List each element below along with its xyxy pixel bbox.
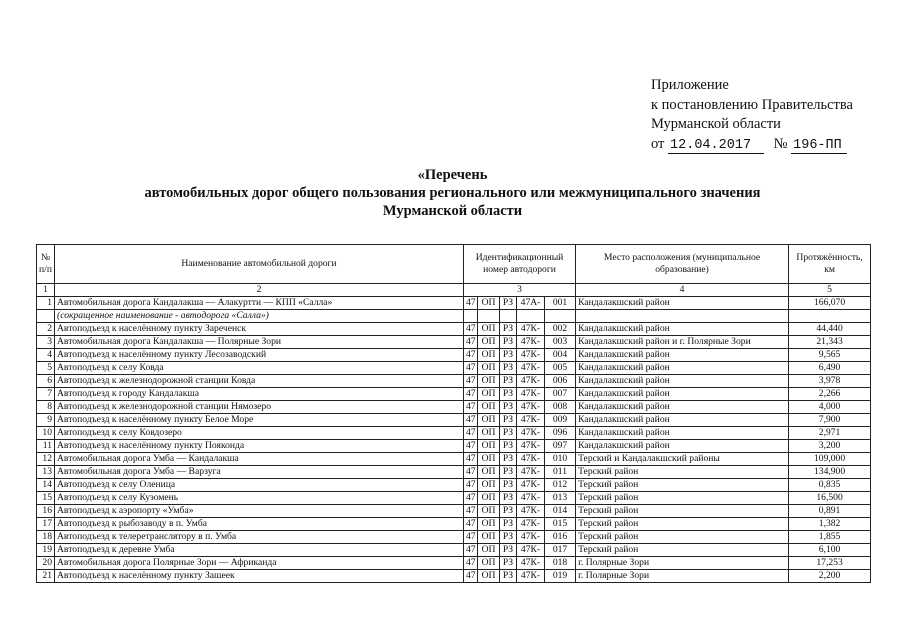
row-number: 13 <box>37 466 55 479</box>
road-name: Автоподъезд к железнодорожной станции Ковда <box>55 375 464 388</box>
row-number: 21 <box>37 570 55 583</box>
table-row <box>37 336 871 349</box>
road-id-part: ОП <box>478 466 500 479</box>
road-id-part: ОП <box>478 505 500 518</box>
road-name: (сокращенное наименование - автодорога «Салла») <box>55 310 464 323</box>
title-line-2: автомобильных дорог общего пользования регионального или межмуниципального значения <box>144 185 761 201</box>
road-id-part: 47К- <box>517 453 545 466</box>
row-number: 5 <box>37 362 55 375</box>
road-id-part: ОП <box>478 362 500 375</box>
road-id-part: РЗ <box>500 479 517 492</box>
road-id-part: 009 <box>545 414 576 427</box>
row-number: 14 <box>37 479 55 492</box>
table-row <box>37 479 871 492</box>
table-row <box>37 557 871 570</box>
road-id-part: 004 <box>545 349 576 362</box>
road-id-part: 47К- <box>517 336 545 349</box>
col-number: 1 <box>37 284 55 297</box>
road-id-part: 47К- <box>517 570 545 583</box>
road-id-part: 018 <box>545 557 576 570</box>
road-location: Кандалакшский район <box>576 297 789 310</box>
road-id-part: 47 <box>464 427 478 440</box>
road-length: 2,200 <box>789 570 871 583</box>
road-length: 21,343 <box>789 336 871 349</box>
road-location: Терский район <box>576 492 789 505</box>
road-id-part: РЗ <box>500 518 517 531</box>
row-number: 7 <box>37 388 55 401</box>
road-id-part: 011 <box>545 466 576 479</box>
road-id-part: РЗ <box>500 492 517 505</box>
table-header-row <box>37 245 871 284</box>
row-number: 6 <box>37 375 55 388</box>
road-name: Автоподъезд к селу Оленица <box>55 479 464 492</box>
row-number: 15 <box>37 492 55 505</box>
road-id-part <box>478 310 500 323</box>
road-id-part: ОП <box>478 297 500 310</box>
row-number: 19 <box>37 544 55 557</box>
road-id-part: РЗ <box>500 440 517 453</box>
road-location: Терский район <box>576 505 789 518</box>
road-location: г. Полярные Зори <box>576 570 789 583</box>
road-name: Автоподъезд к селу Ковда <box>55 362 464 375</box>
road-length: 9,565 <box>789 349 871 362</box>
road-location: Кандалакшский район <box>576 349 789 362</box>
road-id-part: ОП <box>478 336 500 349</box>
road-length <box>789 310 871 323</box>
road-id-part: 47 <box>464 414 478 427</box>
row-number: 10 <box>37 427 55 440</box>
road-id-part: 006 <box>545 375 576 388</box>
road-id-part: РЗ <box>500 570 517 583</box>
road-id-part: 097 <box>545 440 576 453</box>
table-row <box>37 492 871 505</box>
column-number-row <box>37 284 871 297</box>
header-name: Наименование автомобильной дороги <box>55 245 464 284</box>
road-id-part: 47 <box>464 297 478 310</box>
road-length: 4,000 <box>789 401 871 414</box>
appendix-line-1: Приложение <box>651 77 729 93</box>
road-id-part: 47 <box>464 453 478 466</box>
road-id-part: 47К- <box>517 401 545 414</box>
road-length: 3,200 <box>789 440 871 453</box>
road-name: Автомобильная дорога Полярные Зори — Африканда <box>55 557 464 570</box>
col-number: 3 <box>464 284 576 297</box>
road-name: Автоподъезд к деревне Умба <box>55 544 464 557</box>
road-id-part: 001 <box>545 297 576 310</box>
table-row <box>37 388 871 401</box>
road-id-part: РЗ <box>500 557 517 570</box>
road-id-part: 47 <box>464 401 478 414</box>
road-id-part: РЗ <box>500 453 517 466</box>
road-name: Автоподъезд к населённому пункту Зареченск <box>55 323 464 336</box>
road-location: Терский район <box>576 466 789 479</box>
appendix-block <box>651 76 853 154</box>
road-name: Автоподъезд к городу Кандалакша <box>55 388 464 401</box>
road-id-part: 47 <box>464 570 478 583</box>
row-number: 11 <box>37 440 55 453</box>
road-location: Кандалакшский район <box>576 362 789 375</box>
road-id-part: РЗ <box>500 323 517 336</box>
road-length: 166,070 <box>789 297 871 310</box>
table-row <box>37 531 871 544</box>
road-length: 6,100 <box>789 544 871 557</box>
road-id-part: ОП <box>478 349 500 362</box>
road-length: 44,440 <box>789 323 871 336</box>
header-id: Идентификационный номер автодороги <box>464 245 576 284</box>
road-id-part: РЗ <box>500 531 517 544</box>
road-name: Автоподъезд к телеретранслятору в п. Умба <box>55 531 464 544</box>
row-number: 8 <box>37 401 55 414</box>
table-row <box>37 466 871 479</box>
table-row <box>37 544 871 557</box>
road-id-part: ОП <box>478 388 500 401</box>
road-id-part: 47 <box>464 544 478 557</box>
road-id-part: 019 <box>545 570 576 583</box>
road-location: Терский район <box>576 531 789 544</box>
road-id-part: 47К- <box>517 492 545 505</box>
road-length: 1,855 <box>789 531 871 544</box>
road-id-part: 47К- <box>517 531 545 544</box>
road-location: Кандалакшский район <box>576 427 789 440</box>
road-length: 0,891 <box>789 505 871 518</box>
row-number: 18 <box>37 531 55 544</box>
road-length: 0,835 <box>789 479 871 492</box>
road-id-part: РЗ <box>500 297 517 310</box>
road-name: Автоподъезд к населённому пункту Белое Море <box>55 414 464 427</box>
road-id-part: РЗ <box>500 336 517 349</box>
table-body <box>37 297 871 583</box>
road-id-part: 47К- <box>517 518 545 531</box>
table-row <box>37 518 871 531</box>
road-location: Кандалакшский район <box>576 401 789 414</box>
decree-number: 196-ПП <box>791 138 847 154</box>
road-id-part: РЗ <box>500 466 517 479</box>
road-id-part: 47К- <box>517 388 545 401</box>
road-id-part: 47 <box>464 440 478 453</box>
road-id-part: 47 <box>464 323 478 336</box>
road-id-part <box>517 310 545 323</box>
road-name: Автомобильная дорога Кандалакша — Алакуртти — КПП «Салла» <box>55 297 464 310</box>
row-number: 1 <box>37 297 55 310</box>
header-location: Место расположения (муниципальное образование) <box>576 245 789 284</box>
road-name: Автоподъезд к населённому пункту Пояконда <box>55 440 464 453</box>
road-location: Кандалакшский район <box>576 388 789 401</box>
row-number: 20 <box>37 557 55 570</box>
road-id-part: 007 <box>545 388 576 401</box>
road-length: 17,253 <box>789 557 871 570</box>
table-row <box>37 505 871 518</box>
road-location: Кандалакшский район <box>576 323 789 336</box>
road-id-part: 016 <box>545 531 576 544</box>
road-id-part: РЗ <box>500 544 517 557</box>
road-id-part: ОП <box>478 544 500 557</box>
road-location: Кандалакшский район <box>576 440 789 453</box>
row-number: 9 <box>37 414 55 427</box>
row-number <box>37 310 55 323</box>
table-row <box>37 375 871 388</box>
road-id-part: 47К- <box>517 362 545 375</box>
road-id-part: ОП <box>478 401 500 414</box>
table-row <box>37 349 871 362</box>
road-name: Автоподъезд к населённому пункту Зашеек <box>55 570 464 583</box>
road-id-part: 47К- <box>517 505 545 518</box>
road-id-part: 47 <box>464 531 478 544</box>
road-id-part: 47К- <box>517 427 545 440</box>
road-id-part: РЗ <box>500 388 517 401</box>
road-id-part: 002 <box>545 323 576 336</box>
road-location: Терский район <box>576 479 789 492</box>
road-name: Автоподъезд к железнодорожной станции Нямозеро <box>55 401 464 414</box>
road-name: Автомобильная дорога Умба — Кандалакша <box>55 453 464 466</box>
road-id-part: РЗ <box>500 505 517 518</box>
road-name: Автоподъезд к селу Кузомень <box>55 492 464 505</box>
road-id-part: ОП <box>478 323 500 336</box>
road-id-part: РЗ <box>500 375 517 388</box>
road-location: Кандалакшский район <box>576 375 789 388</box>
road-id-part: 47К- <box>517 414 545 427</box>
road-id-part <box>545 310 576 323</box>
road-id-part: ОП <box>478 414 500 427</box>
road-id-part: ОП <box>478 518 500 531</box>
road-id-part: 47 <box>464 388 478 401</box>
road-length: 109,000 <box>789 453 871 466</box>
road-location <box>576 310 789 323</box>
road-id-part: РЗ <box>500 427 517 440</box>
road-id-part: 47К- <box>517 544 545 557</box>
header-length: Протяжённость, км <box>789 245 871 284</box>
road-name: Автомобильная дорога Умба — Варзуга <box>55 466 464 479</box>
road-location: Терский и Кандалакшский районы <box>576 453 789 466</box>
road-id-part: ОП <box>478 375 500 388</box>
road-id-part: РЗ <box>500 414 517 427</box>
road-location: Терский район <box>576 518 789 531</box>
road-id-part: РЗ <box>500 401 517 414</box>
table-row <box>37 297 871 310</box>
road-id-part: 017 <box>545 544 576 557</box>
road-location: Терский район <box>576 544 789 557</box>
road-id-part: РЗ <box>500 349 517 362</box>
roads-table <box>36 244 871 583</box>
road-id-part: 096 <box>545 427 576 440</box>
road-length: 6,490 <box>789 362 871 375</box>
road-length: 7,900 <box>789 414 871 427</box>
table-row <box>37 362 871 375</box>
road-id-part: 47К- <box>517 440 545 453</box>
road-id-part: 008 <box>545 401 576 414</box>
road-name: Автоподъезд к селу Ковдозеро <box>55 427 464 440</box>
road-id-part: 47 <box>464 505 478 518</box>
road-id-part: 47 <box>464 557 478 570</box>
road-id-part: 47А- <box>517 297 545 310</box>
road-id-part: ОП <box>478 479 500 492</box>
road-id-part: 014 <box>545 505 576 518</box>
road-id-part <box>464 310 478 323</box>
table-row <box>37 414 871 427</box>
road-length: 2,971 <box>789 427 871 440</box>
road-id-part: 47К- <box>517 375 545 388</box>
road-id-part: 012 <box>545 479 576 492</box>
road-id-part: ОП <box>478 557 500 570</box>
road-id-part: 47 <box>464 349 478 362</box>
title-line-1: «Перечень <box>417 167 488 183</box>
road-id-part: 015 <box>545 518 576 531</box>
decree-date: 12.04.2017 <box>668 138 764 154</box>
road-location: Кандалакшский район <box>576 414 789 427</box>
header-num: № п/п <box>37 245 55 284</box>
road-id-part: 47 <box>464 518 478 531</box>
road-id-part: 47 <box>464 375 478 388</box>
road-id-part: ОП <box>478 453 500 466</box>
row-number: 3 <box>37 336 55 349</box>
road-id-part: ОП <box>478 440 500 453</box>
appendix-line-2: к постановлению Правительства <box>651 96 853 113</box>
road-id-part: ОП <box>478 427 500 440</box>
road-id-part: 47К- <box>517 349 545 362</box>
row-number: 17 <box>37 518 55 531</box>
road-id-part: 47К- <box>517 479 545 492</box>
road-name: Автоподъезд к населённому пункту Лесозаводский <box>55 349 464 362</box>
road-id-part: 47 <box>464 492 478 505</box>
col-number: 4 <box>576 284 789 297</box>
road-id-part <box>500 310 517 323</box>
road-name: Автомобильная дорога Кандалакша — Полярные Зори <box>55 336 464 349</box>
road-name: Автоподъезд к аэропорту «Умба» <box>55 505 464 518</box>
road-id-part: 47 <box>464 479 478 492</box>
col-number: 5 <box>789 284 871 297</box>
road-length: 16,500 <box>789 492 871 505</box>
road-id-part: ОП <box>478 531 500 544</box>
table-row <box>37 570 871 583</box>
row-number: 4 <box>37 349 55 362</box>
road-length: 1,382 <box>789 518 871 531</box>
row-number: 12 <box>37 453 55 466</box>
road-location: Кандалакшский район и г. Полярные Зори <box>576 336 789 349</box>
road-location: г. Полярные Зори <box>576 557 789 570</box>
road-id-part: 47К- <box>517 466 545 479</box>
road-id-part: ОП <box>478 570 500 583</box>
table-row <box>37 453 871 466</box>
title-line-3: Мурманской области <box>382 203 523 219</box>
road-id-part: 47 <box>464 466 478 479</box>
appendix-line-3: Мурманской области <box>651 116 781 132</box>
road-id-part: 010 <box>545 453 576 466</box>
road-id-part: 47К- <box>517 323 545 336</box>
road-length: 2,266 <box>789 388 871 401</box>
road-id-part: РЗ <box>500 362 517 375</box>
table-row <box>37 440 871 453</box>
appendix-date-line <box>651 135 853 155</box>
table-row <box>37 401 871 414</box>
road-id-part: 013 <box>545 492 576 505</box>
table-row <box>37 310 871 323</box>
table-row <box>37 427 871 440</box>
road-id-part: 47 <box>464 336 478 349</box>
road-id-part: 47К- <box>517 557 545 570</box>
date-prefix: от <box>651 135 665 152</box>
table-row <box>37 323 871 336</box>
row-number: 16 <box>37 505 55 518</box>
road-id-part: 003 <box>545 336 576 349</box>
road-name: Автоподъезд к рыбозаводу в п. Умба <box>55 518 464 531</box>
number-prefix: № <box>773 135 788 152</box>
road-id-part: 005 <box>545 362 576 375</box>
road-id-part: ОП <box>478 492 500 505</box>
road-length: 3,978 <box>789 375 871 388</box>
row-number: 2 <box>37 323 55 336</box>
col-number: 2 <box>55 284 464 297</box>
road-id-part: 47 <box>464 362 478 375</box>
road-length: 134,900 <box>789 466 871 479</box>
